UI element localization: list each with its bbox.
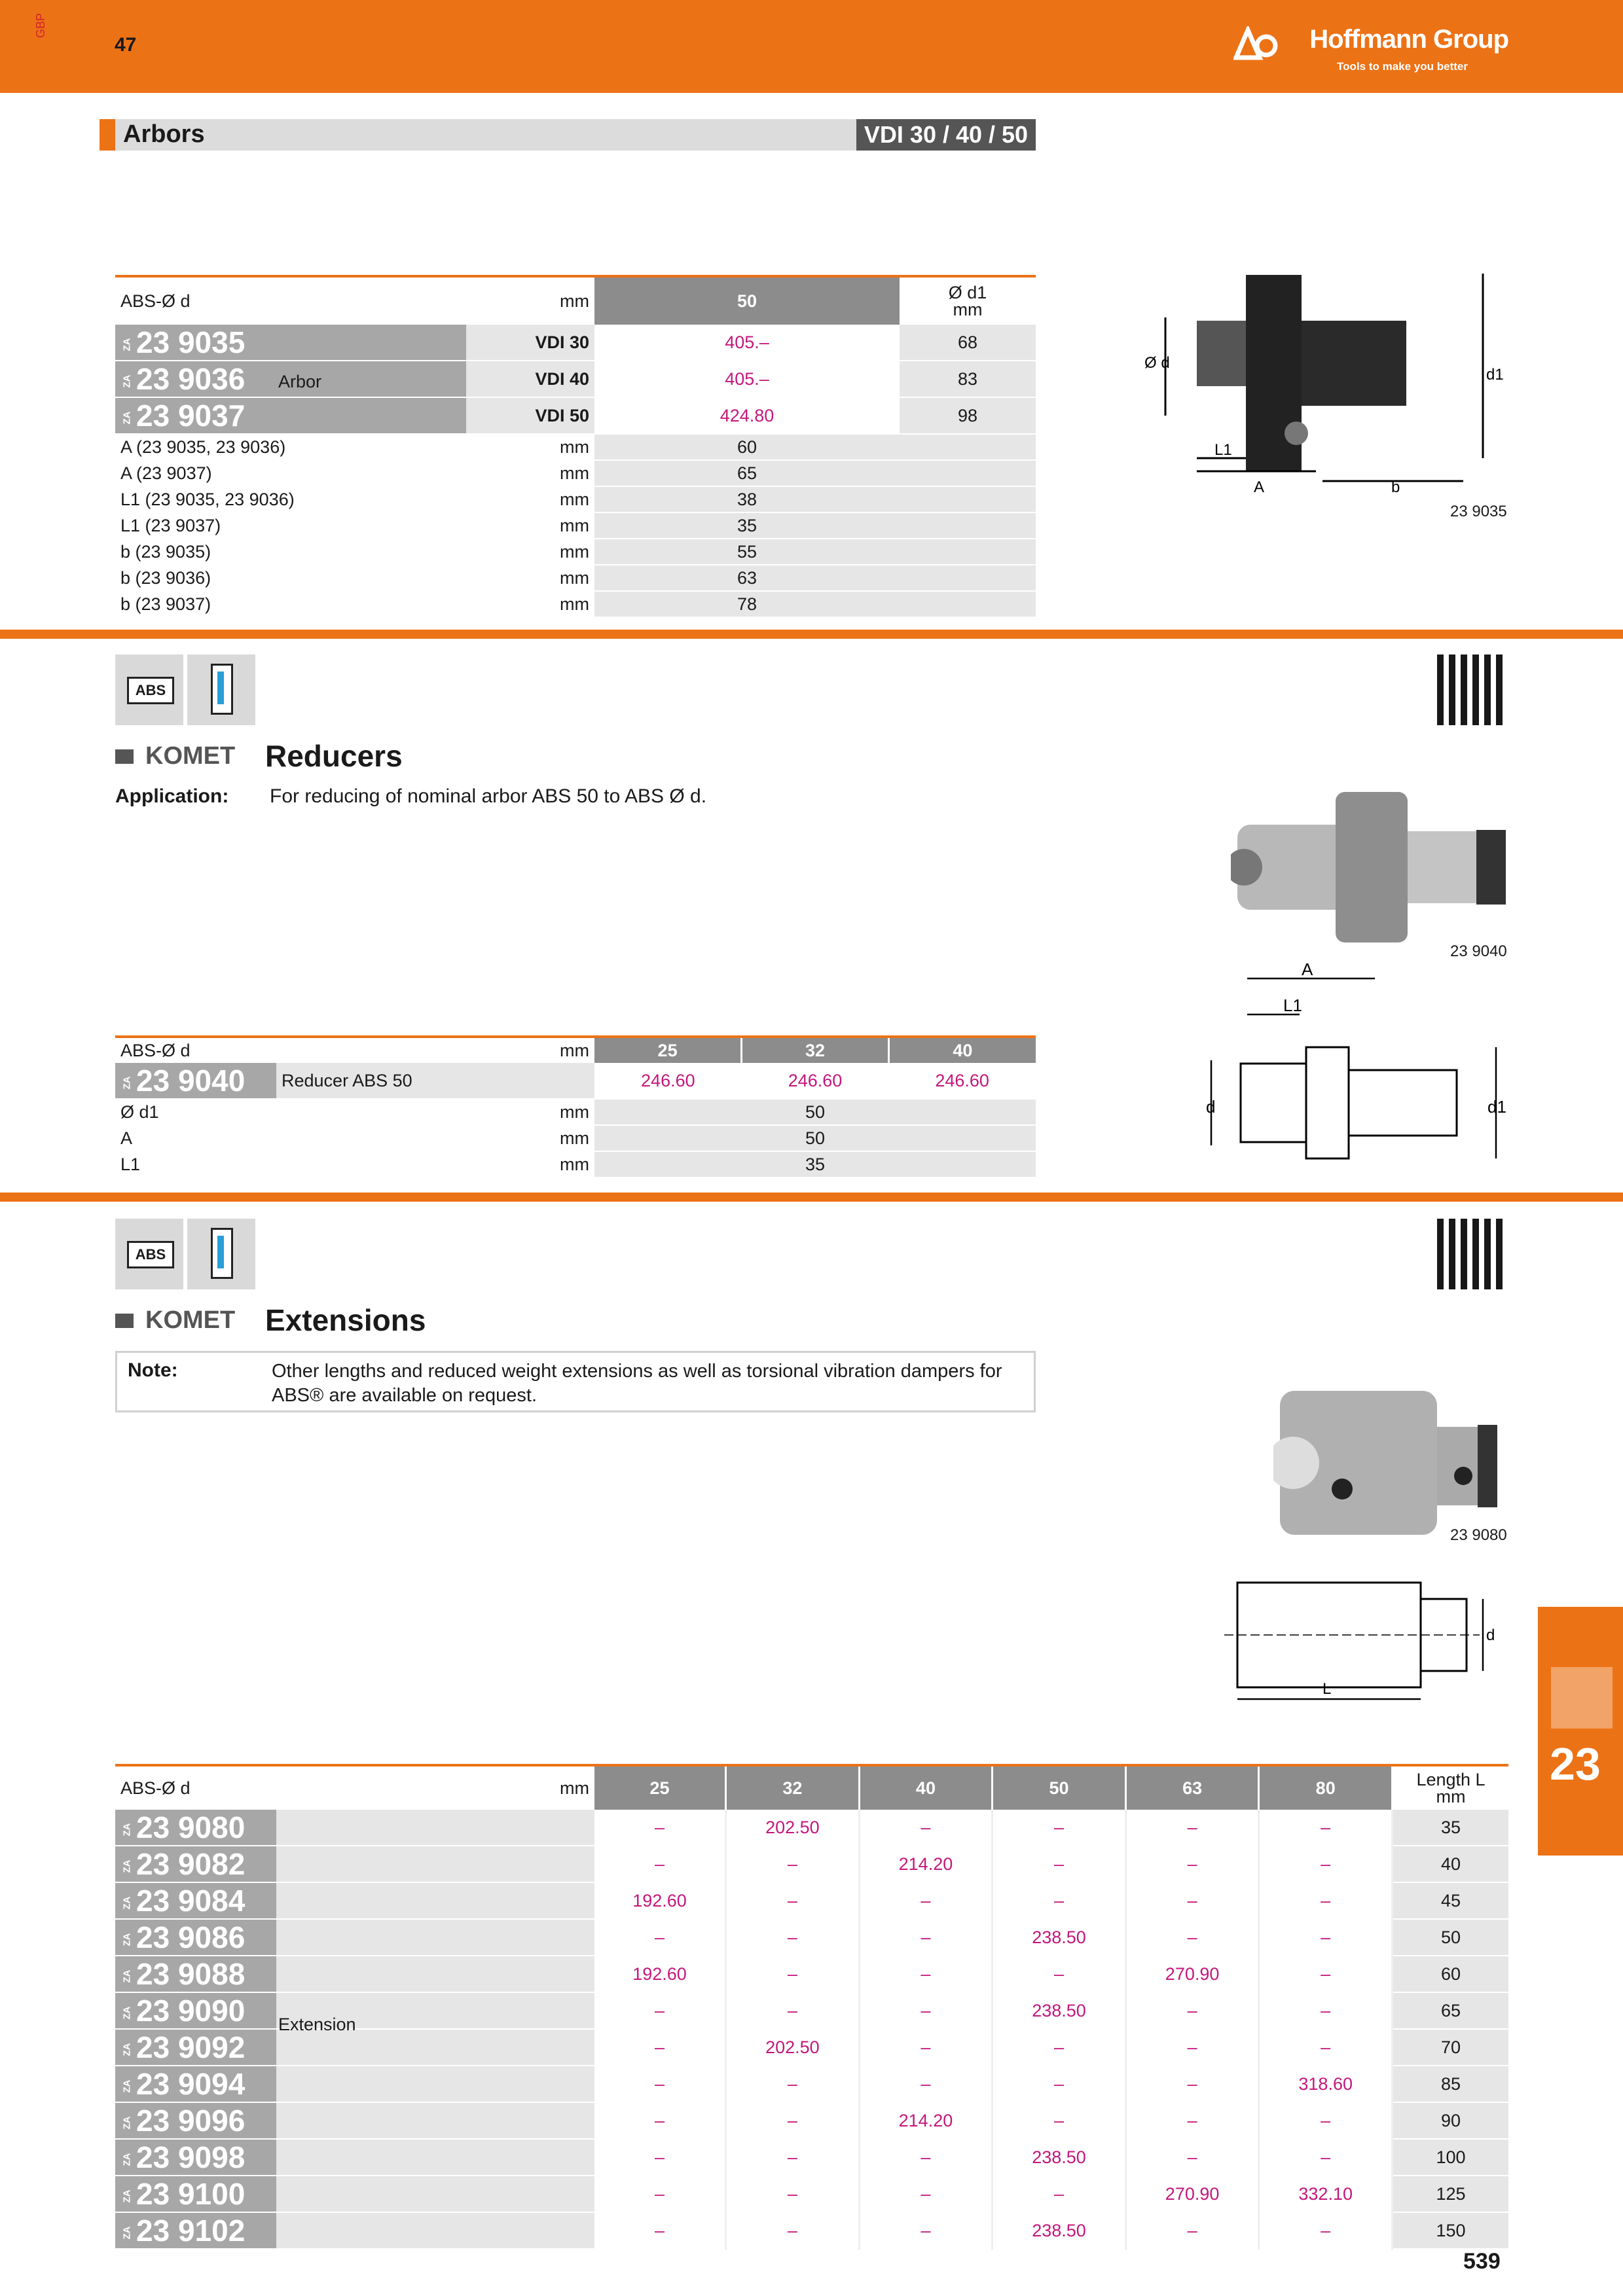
dim-label: A (23 9035, 23 9036) (115, 434, 466, 460)
d1-header (900, 276, 1036, 325)
reducers-table (115, 1035, 1036, 1178)
qr-code (1437, 655, 1508, 725)
table-row (115, 2066, 1508, 2102)
dim-row (115, 1125, 1036, 1151)
brand-komet: KOMET (145, 1306, 236, 1334)
dim-unit: mm (276, 1151, 594, 1177)
price: – (993, 2066, 1126, 2102)
table-row (115, 361, 1036, 397)
price: – (859, 2029, 993, 2066)
extensions-table (115, 1764, 1508, 2250)
label-d: d (1486, 1626, 1495, 1644)
table-header-row (115, 1037, 1036, 1063)
price: – (726, 2066, 860, 2102)
price: 318.60 (1259, 2066, 1393, 2102)
table-row (115, 1956, 1508, 1992)
price: – (993, 2029, 1126, 2066)
article-number: ZA 23 9040 (115, 1063, 276, 1099)
price: – (1125, 2066, 1259, 2102)
size-header: 50 (594, 276, 900, 325)
price: – (1125, 2102, 1259, 2139)
extension-photo (1273, 1384, 1509, 1541)
dim-label: Ø d1 (115, 1099, 276, 1125)
price: – (1125, 1882, 1259, 1919)
price: – (1259, 2102, 1393, 2139)
table-row (115, 397, 1036, 434)
table-row (115, 1063, 1036, 1099)
table-row (115, 325, 1036, 361)
label-d1: d1 (1487, 1097, 1506, 1117)
article-number: ZA 23 9088 (115, 1956, 276, 1992)
price: – (594, 1810, 726, 1846)
figure-caption: 23 9040 (1450, 942, 1507, 960)
length-value: 125 (1393, 2176, 1509, 2212)
dim-unit: mm (276, 1099, 594, 1125)
brand-logo (1233, 25, 1508, 77)
price: – (594, 1992, 726, 2029)
price: 246.60 (742, 1063, 889, 1099)
label-l1: L1 (1283, 996, 1302, 1015)
price: 332.10 (1259, 2176, 1393, 2212)
price: 238.50 (993, 2139, 1126, 2176)
price: – (993, 2176, 1126, 2212)
drawing-hole (1285, 422, 1308, 445)
dim-unit: mm (466, 460, 594, 486)
price: – (993, 2102, 1126, 2139)
chapter-tab[interactable] (1538, 1607, 1623, 1856)
length-value: 90 (1393, 2102, 1509, 2139)
dim-value: 35 (594, 512, 900, 539)
label-a: A (1254, 478, 1265, 496)
note-text: Other lengths and reduced weight extensions as well as torsional vibration dampers for ABS® are available on request. (272, 1361, 1002, 1406)
size-header: 63 (1125, 1765, 1259, 1810)
length-value: 70 (1393, 2029, 1509, 2066)
figure-caption: 23 9080 (1450, 1526, 1507, 1544)
unit-label: mm (466, 276, 594, 325)
price: 238.50 (993, 1992, 1126, 2029)
article-number: ZA 23 9037 (115, 397, 466, 434)
price: – (1125, 2139, 1259, 2176)
size-header: 40 (888, 1037, 1036, 1063)
label-d1: d1 (1486, 366, 1504, 384)
length-value: 60 (1393, 1956, 1509, 1992)
abs-icon (115, 1219, 183, 1289)
price: – (1125, 1919, 1259, 1956)
dim-unit: mm (466, 591, 594, 617)
coolant-icon (187, 1219, 255, 1289)
price: – (594, 2066, 726, 2102)
dim-row (115, 591, 1036, 617)
price: – (594, 2102, 726, 2139)
table-row (115, 1882, 1508, 1919)
price: – (859, 1882, 993, 1919)
price: 202.50 (726, 2029, 860, 2066)
price: – (726, 1992, 860, 2029)
length-value: 150 (1393, 2212, 1509, 2249)
price: – (1259, 1956, 1393, 1992)
item-description: Arbor (278, 372, 322, 391)
size-header: 80 (1259, 1765, 1393, 1810)
unit-label: mm (276, 1037, 594, 1063)
price: – (1125, 1992, 1259, 2029)
length-label: Length L (1416, 1770, 1486, 1789)
coolant-icon (187, 655, 255, 725)
dim-unit: mm (466, 434, 594, 460)
note-box (115, 1351, 1036, 1412)
dim-row (115, 565, 1036, 591)
price: 246.60 (888, 1063, 1036, 1099)
side-code: GBP (34, 12, 47, 38)
table-header-row (115, 276, 1036, 325)
price: – (993, 1810, 1126, 1846)
price: – (594, 2029, 726, 2066)
dim-value: 78 (594, 591, 900, 617)
size-header: 32 (742, 1037, 889, 1063)
length-value: 35 (1393, 1810, 1509, 1846)
dim-unit: mm (466, 539, 594, 565)
price: 424.80 (594, 397, 900, 434)
dim-value: 35 (594, 1151, 1036, 1177)
dim-label: b (23 9037) (115, 591, 466, 617)
vdi-label: VDI 50 (466, 397, 594, 434)
dim-label: L1 (23 9037) (115, 512, 466, 539)
price: 214.20 (859, 1846, 993, 1882)
article-number: ZA 23 9084 (115, 1882, 276, 1919)
reducer-drawing (1198, 959, 1512, 1181)
price: 405.– (594, 361, 900, 397)
price: – (1259, 2212, 1393, 2249)
price: – (1259, 1810, 1393, 1846)
label-l: L (1322, 1680, 1332, 1698)
section-title: Extensions (265, 1303, 426, 1337)
price: – (1125, 2212, 1259, 2249)
dim-value: 60 (594, 434, 900, 460)
item-description: Reducer ABS 50 (276, 1063, 594, 1099)
price: – (594, 2212, 726, 2249)
abs-label: ABS-Ø d (115, 1765, 276, 1810)
price: – (726, 1919, 860, 1956)
price: – (726, 2212, 860, 2249)
length-value: 40 (1393, 1846, 1509, 1882)
table-row (115, 1810, 1508, 1846)
dim-label: b (23 9036) (115, 565, 466, 591)
dim-label: b (23 9035) (115, 539, 466, 565)
article-number: ZA 23 9102 (115, 2212, 276, 2249)
dim-label: A (23 9037) (115, 460, 466, 486)
price: – (1125, 1810, 1259, 1846)
description-cell (276, 2102, 594, 2139)
application-text: For reducing of nominal arbor ABS 50 to ABS Ø d. (270, 785, 707, 807)
section-divider (0, 1193, 1623, 1202)
price: 246.60 (594, 1063, 742, 1099)
price: – (726, 1882, 860, 1919)
price: – (726, 1956, 860, 1992)
price: – (1259, 1919, 1393, 1956)
vdi-badge: VDI 30 / 40 / 50 (856, 119, 1036, 151)
price: – (726, 1846, 860, 1882)
table-row (115, 2176, 1508, 2212)
note-label: Note: (128, 1359, 178, 1381)
size-header: 32 (726, 1765, 860, 1810)
dim-value: 50 (594, 1099, 1036, 1125)
dim-row (115, 512, 1036, 539)
size-header: 25 (594, 1037, 742, 1063)
d1-value: 83 (900, 361, 1036, 397)
chapter-number: 47 (115, 34, 137, 56)
d1-label: Ø d1 (948, 283, 987, 302)
brand-logo-icon (1233, 26, 1279, 60)
article-number: ZA 23 9090 (115, 1992, 276, 2029)
figure-caption: 23 9035 (1450, 503, 1507, 520)
description-cell (276, 1919, 594, 1956)
dim-label: L1 (23 9035, 23 9036) (115, 486, 466, 512)
description-cell (276, 1810, 594, 1846)
price: 238.50 (993, 1919, 1126, 1956)
price: – (1259, 1846, 1393, 1882)
price: – (993, 1846, 1126, 1882)
label-d: d (1206, 1097, 1216, 1117)
dim-value: 65 (594, 460, 900, 486)
price: – (859, 2212, 993, 2249)
page-number: 539 (1463, 2249, 1501, 2274)
price: 405.– (594, 325, 900, 361)
application-label: Application: (115, 785, 229, 807)
dim-row (115, 1151, 1036, 1177)
label-a: A (1302, 960, 1313, 979)
dim-label: L1 (115, 1151, 276, 1177)
arbors-table (115, 275, 1036, 618)
price: – (594, 2139, 726, 2176)
article-number: ZA 23 9035 (115, 325, 466, 361)
price: – (1259, 2029, 1393, 2066)
description-cell (276, 2139, 594, 2176)
price: – (726, 2176, 860, 2212)
description-cell (276, 2066, 594, 2102)
price: 238.50 (993, 2212, 1126, 2249)
reducer-photo (1231, 785, 1519, 949)
qr-code (1437, 1219, 1508, 1289)
price: 270.90 (1125, 2176, 1259, 2212)
d1-unit: mm (953, 300, 983, 319)
section-bullet (115, 1314, 134, 1328)
price: – (859, 2139, 993, 2176)
price: 214.20 (859, 2102, 993, 2139)
dim-unit: mm (466, 486, 594, 512)
table-row (115, 1846, 1508, 1882)
price: – (859, 1992, 993, 2029)
price: 192.60 (594, 1956, 726, 1992)
table-row (115, 2139, 1508, 2176)
dim-value: 55 (594, 539, 900, 565)
vdi-label: VDI 40 (466, 361, 594, 397)
price: – (1125, 2029, 1259, 2066)
length-value: 65 (1393, 1992, 1509, 2029)
size-header: 40 (859, 1765, 993, 1810)
dim-value: 50 (594, 1125, 1036, 1151)
article-number: ZA 23 9096 (115, 2102, 276, 2139)
description-cell (276, 1956, 594, 1992)
article-number: ZA 23 9080 (115, 1810, 276, 1846)
section-divider (0, 630, 1623, 639)
brand-tagline: Tools to make you better (1337, 60, 1468, 73)
arbor-drawing (1139, 262, 1506, 504)
dim-unit: mm (276, 1125, 594, 1151)
article-number: ZA 23 9092 (115, 2029, 276, 2066)
section-bullet (115, 749, 134, 764)
dim-value: 63 (594, 565, 900, 591)
dim-label: A (115, 1125, 276, 1151)
dim-value: 38 (594, 486, 900, 512)
description-cell (276, 2212, 594, 2249)
brand-komet: KOMET (145, 742, 236, 770)
price: 202.50 (726, 1810, 860, 1846)
description-cell (276, 1882, 594, 1919)
article-number: ZA 23 9098 (115, 2139, 276, 2176)
chapter-tab-icon (1551, 1667, 1613, 1729)
price: – (1259, 1992, 1393, 2029)
price: – (859, 2176, 993, 2212)
price: – (859, 1956, 993, 1992)
label-b: b (1391, 478, 1400, 496)
table-row (115, 2212, 1508, 2249)
label-d: Ø d (1144, 354, 1170, 372)
label-l1: L1 (1214, 441, 1232, 459)
vdi-label: VDI 30 (466, 325, 594, 361)
dim-row (115, 1099, 1036, 1125)
price: – (594, 2176, 726, 2212)
length-value: 50 (1393, 1919, 1509, 1956)
dim-unit: mm (466, 565, 594, 591)
d1-value: 98 (900, 397, 1036, 434)
unit-label: mm (276, 1765, 594, 1810)
abs-label: ABS-Ø d (115, 1037, 276, 1063)
extension-drawing (1211, 1570, 1499, 1707)
price: – (594, 1846, 726, 1882)
price: – (726, 2102, 860, 2139)
description-cell (276, 1846, 594, 1882)
article-number: ZA 23 9094 (115, 2066, 276, 2102)
brand-name: Hoffmann Group (1309, 25, 1508, 54)
title-bar-accent (100, 119, 115, 151)
drawing-shank (1197, 321, 1246, 386)
size-header: 25 (594, 1765, 726, 1810)
table-row (115, 2102, 1508, 2139)
price: – (993, 1956, 1126, 1992)
section-title: Reducers (265, 739, 403, 773)
length-header (1393, 1765, 1509, 1810)
price: – (993, 1882, 1126, 1919)
article-number: ZA 23 9036 (115, 361, 466, 397)
price: – (1259, 1882, 1393, 1919)
item-description: Extension (278, 2015, 356, 2034)
price: 192.60 (594, 1882, 726, 1919)
article-number: ZA 23 9100 (115, 2176, 276, 2212)
price: 270.90 (1125, 1956, 1259, 1992)
length-value: 85 (1393, 2066, 1509, 2102)
price: – (726, 2139, 860, 2176)
abs-icon-label: ABS (127, 1241, 174, 1268)
price: – (1125, 1846, 1259, 1882)
price: – (859, 2066, 993, 2102)
article-number: ZA 23 9082 (115, 1846, 276, 1882)
length-unit: mm (1436, 1787, 1466, 1806)
abs-icon-label: ABS (127, 677, 174, 704)
section-title: Arbors (123, 120, 205, 148)
dim-row (115, 460, 1036, 486)
price: – (859, 1810, 993, 1846)
price: – (1259, 2139, 1393, 2176)
dim-row (115, 486, 1036, 512)
chapter-tab-number: 23 (1550, 1738, 1601, 1789)
d1-value: 68 (900, 325, 1036, 361)
size-header: 50 (993, 1765, 1126, 1810)
price: – (859, 1919, 993, 1956)
length-value: 45 (1393, 1882, 1509, 1919)
dim-row (115, 434, 1036, 460)
article-number: ZA 23 9086 (115, 1919, 276, 1956)
dim-unit: mm (466, 512, 594, 539)
drawing-body (1302, 321, 1406, 406)
table-row (115, 1919, 1508, 1956)
dim-row (115, 539, 1036, 565)
table-header-row (115, 1765, 1508, 1810)
price: – (594, 1919, 726, 1956)
description-cell (276, 2176, 594, 2212)
length-value: 100 (1393, 2139, 1509, 2176)
abs-label: ABS-Ø d (115, 276, 466, 325)
abs-icon (115, 655, 183, 725)
